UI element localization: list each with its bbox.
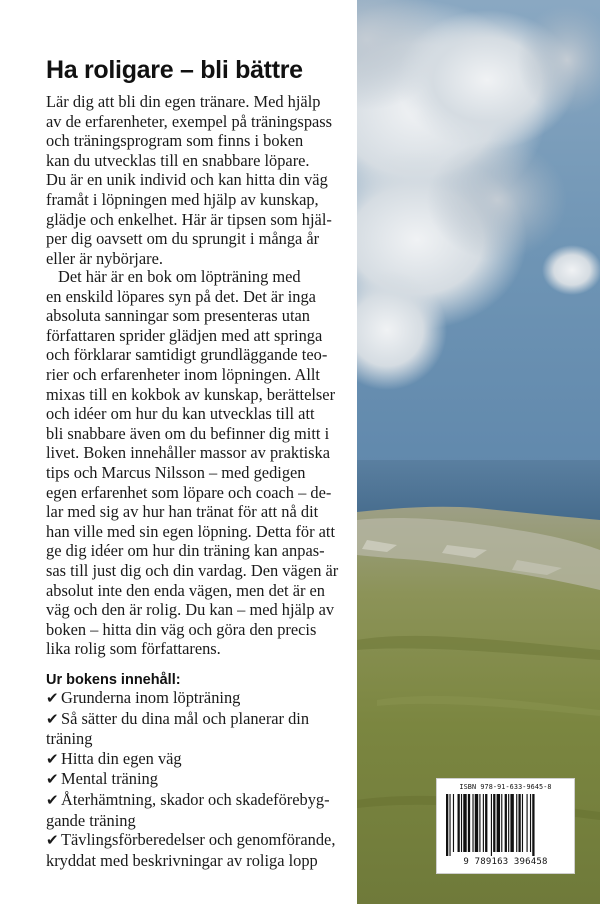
barcode-bar	[527, 794, 528, 852]
text-line: han ville med sin egen löpning. Detta för att	[46, 521, 336, 541]
contents-heading: Ur bokens innehåll:	[46, 672, 181, 688]
text-line: av de erfarenheter, exempel på träningspass	[46, 111, 333, 131]
contents-item	[46, 830, 356, 870]
checkmark-icon: ✔	[46, 790, 59, 809]
text-line: eller är nybörjare.	[46, 248, 163, 268]
text-line: och idéer om hur du kan utvecklas till att	[46, 404, 315, 424]
checkmark-icon: ✔	[46, 770, 59, 789]
ean-digits: 9 789163 396458	[463, 857, 548, 867]
barcode-bar	[475, 794, 478, 852]
contents-item	[46, 709, 356, 749]
text-line: författaren sprider glädjen med att springa	[46, 325, 323, 345]
barcode-bar	[483, 794, 484, 852]
barcode-bars	[446, 794, 566, 856]
text-line: Du är en unik individ och kan hitta din väg	[46, 170, 328, 190]
barcode-bar	[493, 794, 495, 852]
barcode-bar	[497, 794, 500, 852]
book-title: Ha roligare – bli bättre	[46, 56, 303, 84]
contents-item-text: gande träning	[46, 810, 136, 830]
text-line: sas till just dig och din vardag. Den vägen är	[46, 560, 339, 580]
text-line: ge dig idéer om hur din träning kan anpas-	[46, 541, 325, 561]
text-line: Lär dig att bli din egen tränare. Med hjälp	[46, 92, 321, 111]
barcode-bar	[479, 794, 480, 852]
barcode-bar	[532, 794, 534, 856]
isbn-barcode	[436, 778, 575, 874]
text-line: egen erfarenhet som löpare och coach – de-	[46, 482, 332, 502]
text-line: lar med sig av hur han tränat för att nå dit	[46, 502, 319, 522]
text-line: boken – hitta din väg och göra den precis	[46, 619, 317, 639]
text-line: per dig oavsett om du sprungit i många år	[46, 229, 320, 249]
barcode-bar	[485, 794, 487, 852]
barcode-bar	[491, 794, 492, 856]
barcode-bar	[522, 794, 523, 852]
checkmark-icon: ✔	[46, 831, 59, 850]
checkmark-icon: ✔	[46, 709, 59, 728]
barcode-bar	[510, 794, 513, 852]
text-line: kan du utvecklas till en snabbare löpare.	[46, 150, 310, 170]
checkmark-icon: ✔	[46, 689, 59, 707]
barcode-bar	[446, 794, 448, 856]
landscape-photo	[357, 0, 600, 904]
contents-item-text: Tävlingsförberedelser och genomförande,	[61, 830, 336, 850]
barcode-bar	[501, 794, 502, 852]
barcode-bar	[461, 794, 462, 852]
isbn-label: ISBN 978-91-633-9645-8	[459, 783, 552, 791]
text-line: tips och Marcus Nilsson – med gedigen	[46, 462, 306, 482]
text-line: livet. Boken innehåller massor av praktiska	[46, 443, 331, 463]
text-line: absoluta sanningar som presenteras utan	[46, 306, 310, 326]
barcode-bar	[472, 794, 473, 852]
barcode-bar	[468, 794, 470, 852]
barcode-bar	[518, 794, 520, 852]
barcode-bar	[449, 794, 450, 856]
text-line: och förklarar samtidigt grundläggande teo-	[46, 345, 328, 365]
text-line: Det här är en bok om löpträning med	[58, 267, 301, 286]
text-line: absolut inte den enda vägen, men det är en	[46, 580, 325, 600]
barcode-bar	[516, 794, 517, 852]
description-paragraph-2	[46, 267, 351, 659]
contents-item-text: Grunderna inom löpträning	[61, 688, 241, 707]
contents-item	[46, 749, 356, 770]
text-line: framåt i löpningen med hjälp av kunskap,	[46, 189, 319, 209]
contents-list	[46, 688, 356, 870]
contents-item-text: träning	[46, 729, 93, 749]
contents-item-text: Hitta din egen väg	[61, 748, 182, 768]
barcode-bar	[508, 794, 509, 852]
contents-item-text: Återhämtning, skador och skadeförebyg-	[61, 789, 330, 809]
barcode-bar	[453, 794, 454, 852]
text-line: glädje och enkelhet. Här är tipsen som hjäl-	[46, 209, 332, 229]
description-paragraph-1	[46, 92, 351, 268]
text-line: bli snabbare även om du befinner dig mitt i	[46, 423, 330, 443]
contents-item-text: Så sätter du dina mål och planerar din	[61, 708, 310, 728]
text-line: rier och erfarenheter inom löpningen. Allt	[46, 364, 320, 384]
contents-item	[46, 769, 356, 790]
text-line: väg och den är rolig. Du kan – med hjälp av	[46, 600, 335, 620]
text-line: en enskild löpares syn på det. Det är inga	[46, 286, 316, 306]
barcode-bar	[505, 794, 507, 852]
barcode-bar	[458, 794, 460, 852]
contents-item	[46, 688, 356, 709]
contents-item-text: kryddat med beskrivningar av roliga lopp	[46, 850, 318, 870]
checkmark-icon: ✔	[46, 749, 59, 768]
text-line: lika rolig som författarens.	[46, 639, 221, 659]
barcode-bar	[463, 794, 466, 852]
contents-item-text: Mental träning	[61, 769, 158, 789]
contents-item	[46, 790, 356, 830]
barcode-bar	[530, 794, 531, 852]
text-line: och träningsprogram som finns i boken	[46, 131, 304, 151]
text-line: mixas till en kokbok av kunskap, berättelser	[46, 384, 336, 404]
